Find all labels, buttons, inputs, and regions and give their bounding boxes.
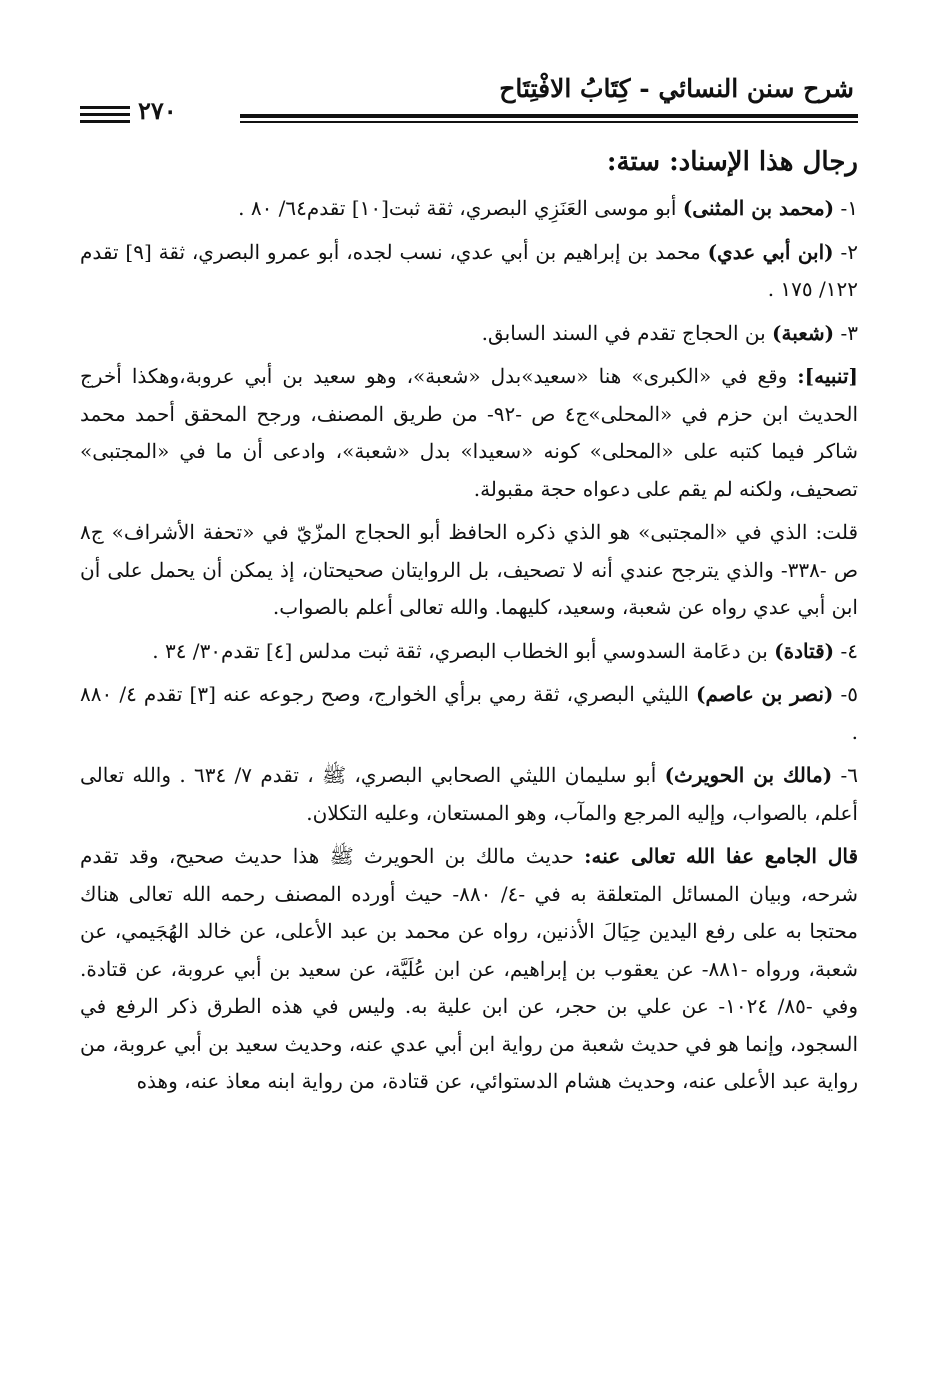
narrator-entry-2 — [80, 234, 858, 309]
entry-number: ٤- — [834, 638, 858, 663]
narrator-name: (شعبة) — [772, 320, 835, 345]
narrator-text: محمد بن إبراهيم بن أبي عدي، نسب لجده، أبو عمرو البصري، ثقة [٩] تقدم ١٢٢/ ١٧٥ . — [80, 239, 858, 301]
narrator-name: (مالك بن الحويرث) — [664, 763, 833, 787]
page-number: ٢٧٠ — [138, 96, 177, 125]
jami-paragraph — [80, 838, 858, 1101]
page-number-ornament — [80, 106, 130, 127]
entry-number: ٦- — [832, 763, 858, 787]
page-number-block — [80, 96, 240, 126]
narrator-entry-6 — [80, 757, 858, 832]
section-heading: رجال هذا الإسناد: ستة: — [606, 147, 858, 177]
narrator-text: الليثي البصري، ثقة رمي برأي الخوارج، وصح رجوعه عنه [٣] تقدم ٤/ ٨٨٠ . — [80, 682, 858, 744]
qult-paragraph: قلت: الذي في «المجتبى» هو الذي ذكره الحافظ أبو الحجاج المزّيّ في «تحفة الأشراف» ج٨ ص -٣٣٨- والذي يترجح عندي أنه لا تصحيف، بل الروايتان صحيحتان، إذ يمكن أن يحمل على أن ابن أبي عدي رواه عن شعبة، وسعيد، كليهما. والله تعالى أعلم بالصواب. — [80, 520, 858, 619]
jami-text: حديث مالك بن الحويرث ﷺ هذا حديث صحيح، وقد تقدم شرحه، وبيان المسائل المتعلقة به في -٤/ ٨٨٠- حيث أورده المصنف رحمه الله تعالى هناك محتجا به على رفع اليدين حِيَالَ الأذنين، رواه عن محمد بن عبد الأعلى، عن خالد الهُجَيمي، عن شعبة، ورواه -٨٨١- عن يعقوب بن إبراهيم، عن ابن عُلَيَّة، عن سعيد بن أبي عروبة، عن قتادة. وفي -٨٥/ ١٠٢٤- عن علي بن حجر، عن ابن علية به. وليس في هذه الطرق ذكر الرفع في السجود، وإنما هو في حديث شعبة من رواية ابن أبي عدي عنه، وحديث سعيد بن أبي عروبة، من رواية عبد الأعلى عنه، وحديث هشام الدستوائي، عن قتادة، من رواية ابنه معاذ عنه، وهذه — [80, 844, 858, 1093]
entry-number: ١- — [834, 196, 858, 220]
narrator-entry-1 — [80, 190, 858, 228]
narrator-text: أبو موسى العَنَزِي البصري، ثقة ثبت[١٠] تقدم٦٤/ ٨٠ . — [238, 196, 683, 220]
narrator-entry-4 — [80, 633, 858, 671]
entry-number: ٢- — [833, 239, 858, 264]
page-body — [80, 140, 858, 1107]
narrator-entry-3 — [80, 315, 858, 353]
jami-label: قال الجامع عفا الله تعالى عنه: — [584, 844, 858, 868]
narrator-name: (نصر بن عاصم) — [695, 682, 834, 706]
running-title: شرح سنن النسائي - كِتَابُ الافْتِتَاح — [499, 74, 854, 103]
narrator-name: (محمد بن المثنى) — [682, 196, 835, 220]
narrator-entry-5 — [80, 676, 858, 751]
narrator-name: (قتادة) — [774, 638, 835, 663]
narrator-name: (ابن أبي عدي) — [707, 239, 834, 264]
narrator-text: أبو سليمان الليثي الصحابي البصري، ﷺ ، تقدم ٧/ ٦٣٤ . والله تعالى أعلم، بالصواب، وإليه المرجع والمآب، وهو المستعان، وعليه التكلان. — [80, 763, 858, 825]
tanbih-label: [تنبيه]: — [797, 364, 858, 388]
narrator-text: بن دعَامة السدوسي أبو الخطاب البصري، ثقة ثبت مدلس [٤] تقدم٣٠/ ٣٤ . — [152, 638, 775, 663]
entry-number: ٥- — [833, 682, 858, 706]
narrator-text: بن الحجاج تقدم في السند السابق. — [481, 320, 773, 345]
entry-number: ٣- — [834, 320, 858, 345]
tanbih-paragraph — [80, 358, 858, 508]
tanbih-text: وقع في «الكبرى» هنا «سعيد»بدل «شعبة»، وهو سعيد بن أبي عروبة،وهكذا أخرج الحديث ابن حزم في «المحلى»ج٤ ص -٩٢- من طريق المصنف، ورجح المحقق أحمد محمد شاكر فيما كتبه على «المحلى» كونه «سعيدا» بدل «شعبة»، وادعى أن ما في «المجتبى» تصحيف، ولكنه لم يقم على دعواه حجة مقبولة. — [80, 364, 859, 501]
